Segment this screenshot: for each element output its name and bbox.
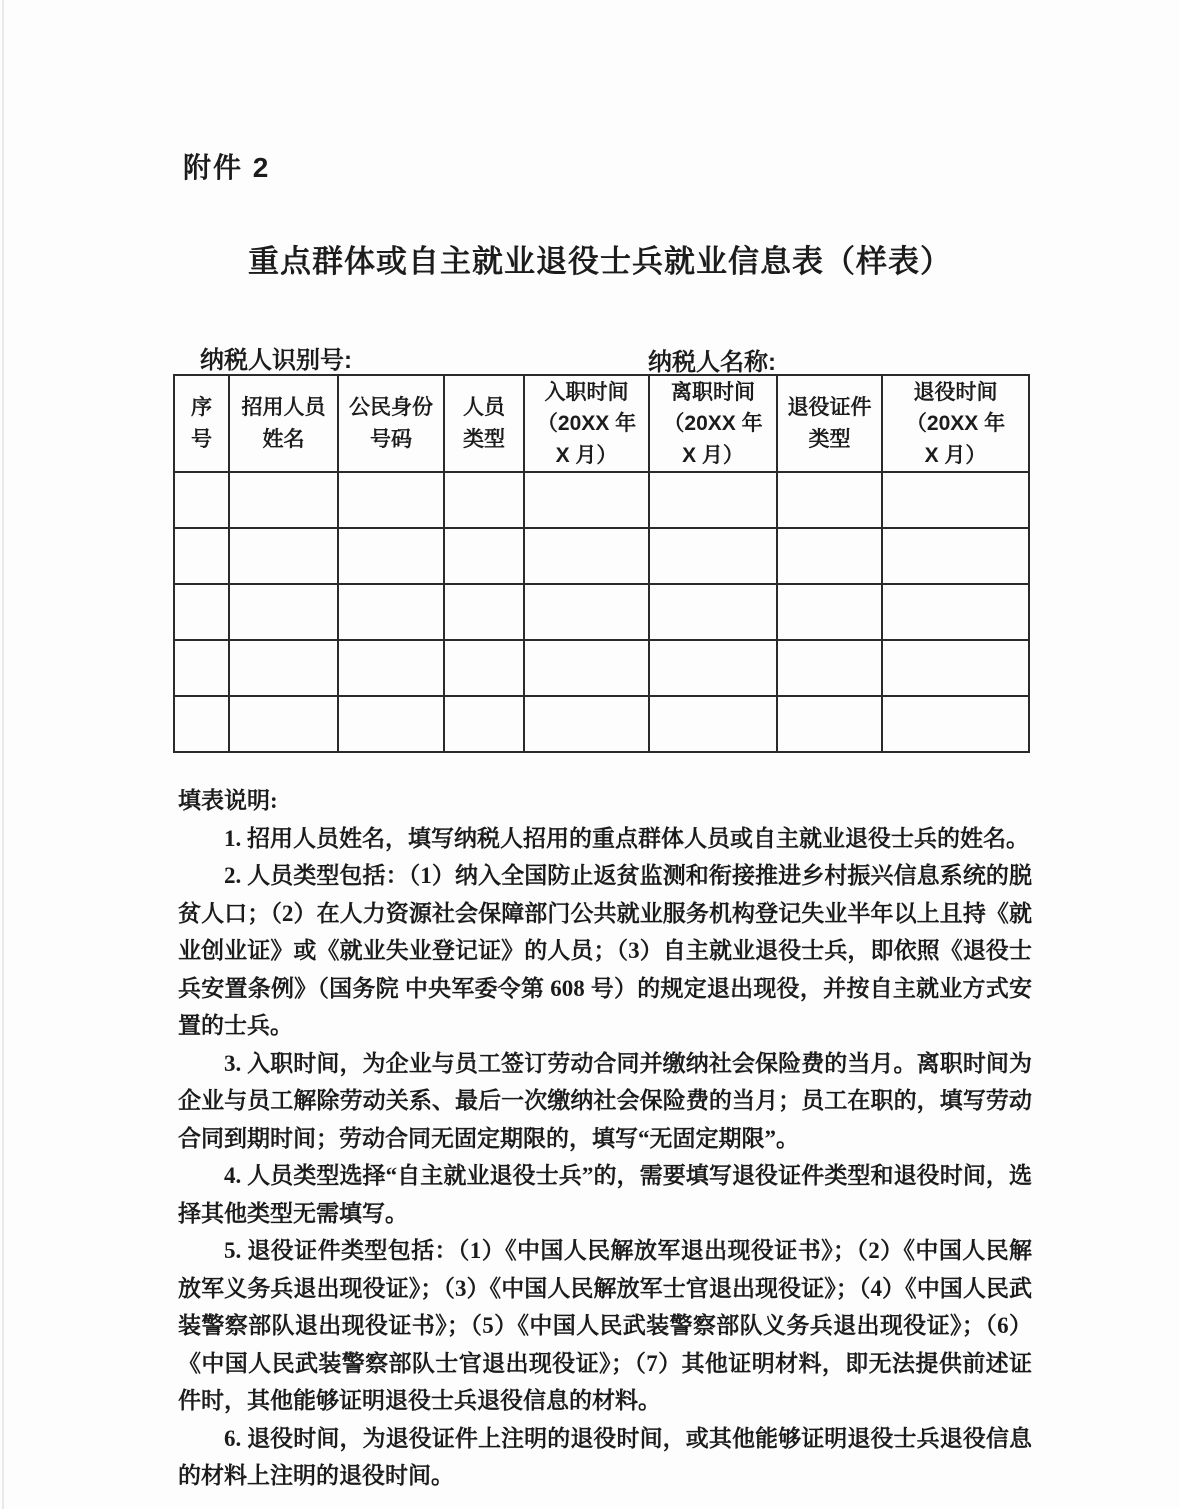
empty-cell: [174, 696, 229, 752]
document-title: 重点群体或自主就业退役士兵就业信息表（样表）: [248, 244, 952, 279]
col-header-sublabel: （20XX 年 X 月）: [536, 412, 637, 467]
col-header-citizen-id: [338, 375, 444, 472]
empty-cell: [174, 528, 229, 584]
table-row: [174, 528, 1029, 584]
table-row: [174, 640, 1029, 696]
employment-table-body: [174, 472, 1029, 752]
empty-cell: [229, 472, 338, 528]
taxpayer-name-label: 纳税人名称:: [648, 349, 776, 376]
col-header-person-type: [444, 375, 524, 472]
taxpayer-id-label: 纳税人识别号:: [200, 347, 352, 374]
empty-cell: [229, 528, 338, 584]
col-header-hire-time: [524, 375, 649, 472]
empty-cell: [444, 696, 524, 752]
empty-cell: [524, 584, 649, 640]
scan-edge-line: [2, 0, 4, 1509]
col-header-label: 退役证件类型: [787, 396, 872, 451]
instruction-item-6: 6. 退役时间，为退役证件上注明的退役时间，或其他能够证明退役士兵退役信息的材料上注明的退役时间。: [178, 1425, 1032, 1488]
empty-cell: [777, 640, 882, 696]
empty-cell: [444, 528, 524, 584]
empty-cell: [649, 528, 777, 584]
col-header-label: 离职时间: [671, 380, 755, 404]
empty-cell: [229, 640, 338, 696]
empty-cell: [649, 640, 777, 696]
instruction-item-2: 2. 人员类型包括：（1）纳入全国防止返贫监测和衔接推进乡村振兴信息系统的脱贫人口；（2）在人力资源社会保障部门公共就业服务机构登记失业半年以上且持《就业创业证》或《就业失业登记证》的人员；（3）自主就业退役士兵，即依照《退役士兵安置条例》（国务院 中央军委令第 608 号）的规定退出现役，并按自主就业方式安置的士兵。: [178, 863, 1032, 1038]
empty-cell: [524, 528, 649, 584]
instruction-item-3: 3. 入职时间，为企业与员工签订劳动合同并缴纳社会保险费的当月。离职时间为企业与员工解除劳动关系、最后一次缴纳社会保险费的当月；员工在职的，填写劳动合同到期时间；劳动合同无固定期限的，填写“无固定期限”。: [178, 1050, 1032, 1151]
empty-cell: [524, 640, 649, 696]
empty-cell: [882, 584, 1029, 640]
col-header-discharge-time: [882, 375, 1029, 472]
attachment-label: 附件 2: [183, 152, 271, 183]
empty-cell: [777, 696, 882, 752]
empty-cell: [174, 472, 229, 528]
taxpayer-labels-row: [0, 340, 1179, 376]
col-header-label: 序号: [191, 396, 212, 451]
empty-cell: [649, 584, 777, 640]
col-header-label: 公民身份号码: [349, 396, 433, 451]
empty-cell: [174, 584, 229, 640]
instruction-item-5: 5. 退役证件类型包括：（1）《中国人民解放军退出现役证书》；（2）《中国人民解放军义务兵退出现役证》；（3）《中国人民解放军士官退出现役证》；（4）《中国人民武装警察部队退出现役证书》；（5）《中国人民武装警察部队义务兵退出现役证》；（6）《中国人民武装警察部队士官退出现役证》；（7）其他证明材料，即无法提供前述证件时，其他能够证明退役士兵退役信息的材料。: [178, 1238, 1032, 1413]
empty-cell: [229, 696, 338, 752]
col-header-sublabel: （20XX 年 X 月）: [663, 412, 763, 467]
empty-cell: [777, 584, 882, 640]
col-header-label: 退役时间: [913, 380, 998, 404]
empty-cell: [338, 640, 444, 696]
col-header-leave-time: [649, 375, 777, 472]
empty-cell: [174, 640, 229, 696]
empty-cell: [649, 472, 777, 528]
empty-cell: [777, 528, 882, 584]
empty-cell: [882, 472, 1029, 528]
empty-cell: [777, 472, 882, 528]
table-row: [174, 696, 1029, 752]
employment-info-table: [173, 374, 1030, 753]
form-instructions: [178, 782, 1032, 1495]
col-header-sublabel: （20XX 年 X 月）: [905, 412, 1006, 467]
instruction-item-1: 1. 招用人员姓名，填写纳税人招用的重点群体人员或自主就业退役士兵的姓名。: [224, 825, 1029, 851]
empty-cell: [524, 696, 649, 752]
empty-cell: [882, 696, 1029, 752]
empty-cell: [524, 472, 649, 528]
table-header: [174, 375, 1029, 472]
empty-cell: [338, 584, 444, 640]
empty-cell: [338, 696, 444, 752]
table-row: [174, 472, 1029, 528]
col-header-label: 人员类型: [463, 396, 505, 451]
empty-cell: [338, 528, 444, 584]
empty-cell: [444, 472, 524, 528]
empty-cell: [649, 696, 777, 752]
empty-cell: [444, 640, 524, 696]
instructions-heading: 填表说明:: [178, 788, 278, 813]
empty-cell: [229, 584, 338, 640]
empty-cell: [882, 640, 1029, 696]
table-row: [174, 584, 1029, 640]
empty-cell: [444, 584, 524, 640]
empty-cell: [882, 528, 1029, 584]
col-header-employee-name: [229, 375, 338, 472]
instruction-item-4: 4. 人员类型选择“自主就业退役士兵”的，需要填写退役证件类型和退役时间，选择其他类型无需填写。: [178, 1163, 1032, 1226]
col-header-discharge-cert-type: [777, 375, 882, 472]
col-header-seq: [174, 375, 229, 472]
col-header-label: 招用人员姓名: [241, 396, 326, 451]
empty-cell: [338, 472, 444, 528]
col-header-label: 入职时间: [544, 380, 629, 404]
